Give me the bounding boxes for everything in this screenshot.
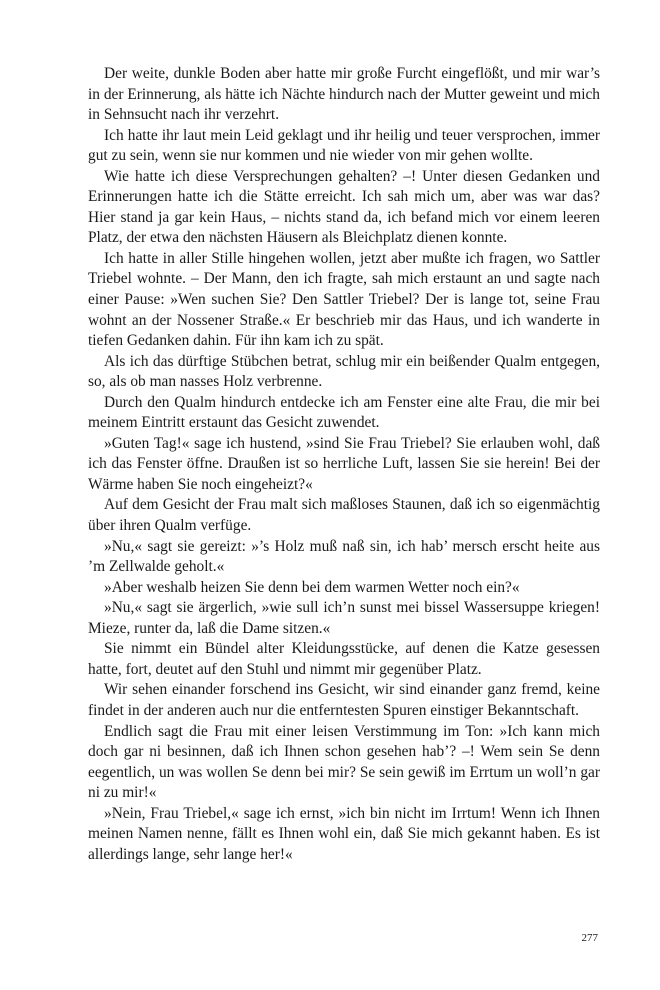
paragraph: »Nu,« sagt sie gereizt: »’s Holz muß naß sin, ich hab’ mersch erscht heite aus ’m Zellwalde geholt.« (88, 537, 600, 576)
paragraph: Als ich das dürftige Stübchen betrat, schlug mir ein beißender Qualm entgegen, so, als ob man nasses Holz verbrenne. (88, 352, 600, 391)
paragraph: Durch den Qualm hindurch entdecke ich am Fenster eine alte Frau, die mir bei meinem Eintritt erstaunt das Gesicht zuwendet. (88, 393, 600, 432)
paragraph: »Aber weshalb heizen Sie denn bei dem warmen Wetter noch ein?« (104, 578, 520, 596)
paragraph: Ich hatte in aller Stille hingehen wollen, jetzt aber mußte ich fragen, wo Sattler Triebel wohnte. – Der Mann, den ich fragte, sah mich erstaunt an und sagte nach einer Pause: »Wen suchen Sie? Den Sattler Triebel? Der is lange tot, seine Frau wohnt an der Nossener Straße.« Er beschrieb mir das Haus, und ich wanderte in tiefen Gedanken dahin. Für ihn kam ich zu spät. (88, 249, 600, 350)
paragraph: Ich hatte ihr laut mein Leid geklagt und ihr heilig und teuer versprochen, immer gut zu sein, wenn sie nur kommen und nie wieder von mir gehen wollte. (88, 126, 600, 165)
page-number: 277 (581, 932, 598, 944)
paragraph: »Guten Tag!« sage ich hustend, »sind Sie Frau Triebel? Sie erlauben wohl, daß ich das Fenster öffne. Draußen ist so herrliche Luft, lassen Sie sie herein! Bei der Wärme haben Sie noch eingeheizt?« (88, 434, 600, 493)
paragraph: Sie nimmt ein Bündel alter Kleidungsstücke, auf denen die Katze gesessen hatte, fort, deutet auf den Stuhl und nimmt mir gegenüber Platz. (88, 640, 600, 678)
paragraph: Endlich sagt die Frau mit einer leisen Verstimmung im Ton: »Ich kann mich doch gar ni besinnen, daß ich Ihnen schon gesehen hab’? –! Wem sein Se denn eegentlich, un was wollen Se denn bei mir? Se sein gewiß im Errtum un woll’n gar ni zu mir!« (88, 722, 600, 802)
paragraph: »Nu,« sagt sie ärgerlich, »wie sull ich’n sunst mei bissel Wassersuppe kriegen! Mieze, runter da, laß die Dame sitzen.« (88, 599, 600, 637)
paragraph: Wir sehen einander forschend ins Gesicht, wir sind einander ganz fremd, keine findet in der anderen auch nur die entferntesten Spuren einstiger Bekanntschaft. (88, 681, 600, 719)
paragraph: Der weite, dunkle Boden aber hatte mir große Furcht eingeflößt, und mir war’s in der Erinnerung, als hätte ich Nächte hindurch nach der Mutter geweint und mich in Sehnsucht nach ihr verzehrt. (88, 65, 600, 124)
paragraph: »Nein, Frau Triebel,« sage ich ernst, »ich bin nicht im Irrtum! Wenn ich Ihnen meinen Namen nenne, fällt es Ihnen wohl ein, daß Sie mich gekannt haben. Es ist allerdings lange, sehr lange her!« (88, 804, 600, 863)
body-text (88, 64, 600, 865)
paragraph: Auf dem Gesicht der Frau malt sich maßloses Staunen, daß ich so eigenmächtig über ihren Qualm verfüge. (88, 496, 600, 535)
paragraph: Wie hatte ich diese Versprechungen gehalten? –! Unter diesen Gedanken und Erinnerungen hatte ich die Stätte erreicht. Ich sah mich um, aber was war das? Hier stand ja gar kein Haus, – nichts stand da, ich befand mich vor einem leeren Platz, der etwa den nächsten Häusern als Bleichplatz dienen konnte. (88, 167, 600, 247)
